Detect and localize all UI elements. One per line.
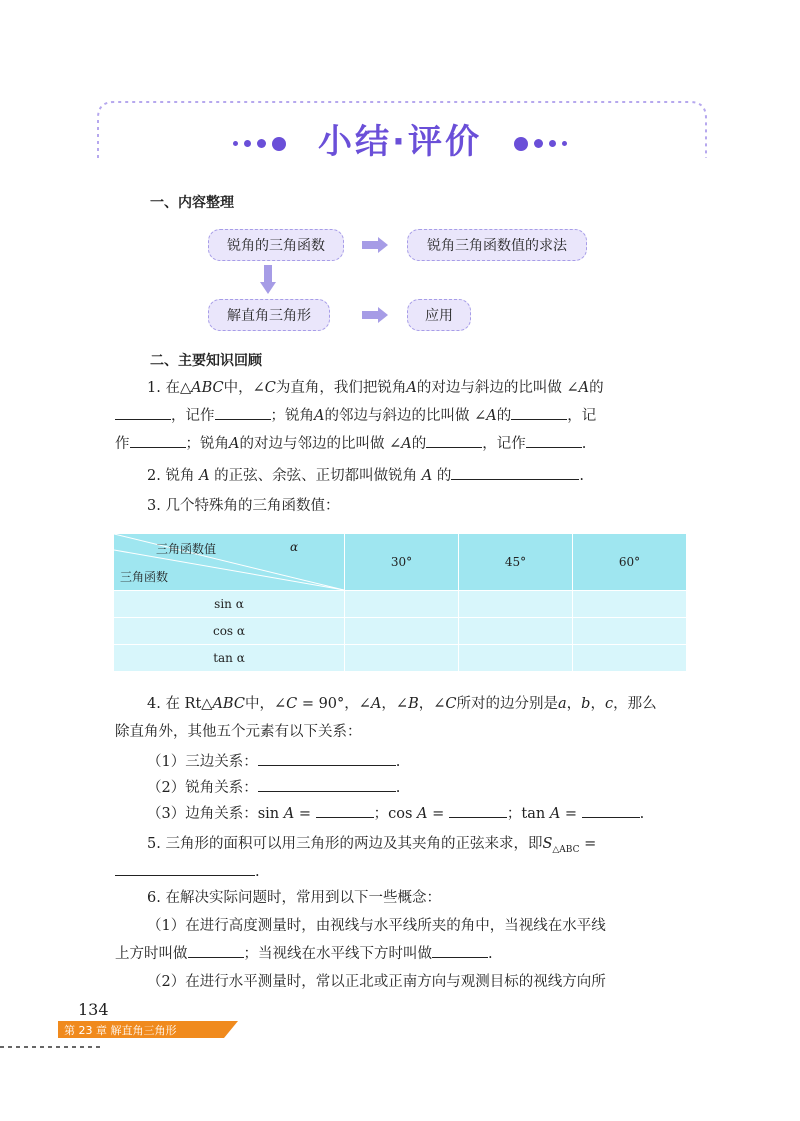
question-3: 3. 几个特殊角的三角函数值： xyxy=(147,498,340,514)
right-arrow-icon xyxy=(360,306,390,324)
decor-dots-right xyxy=(511,122,570,162)
down-arrow-icon xyxy=(259,264,277,296)
flow-box-solve-right-triangle: 解直角三角形 xyxy=(208,299,330,331)
table-row xyxy=(114,645,687,672)
table-cell[interactable] xyxy=(345,618,459,645)
table-row xyxy=(114,591,687,618)
table-cell[interactable] xyxy=(459,591,573,618)
corner-label-values: 三角函数值 xyxy=(156,542,217,556)
question-1-line2: ，记作 ；锐角A的邻边与斜边的比叫做 ∠A的 ，记 xyxy=(115,402,685,430)
table-cell[interactable] xyxy=(573,645,687,672)
question-4-sub2: （2）锐角关系： . xyxy=(147,774,685,802)
answer-blank[interactable] xyxy=(426,433,482,448)
question-6-sub1-cont: 上方时叫做 ；当视线在水平线下方时叫做 . xyxy=(115,940,685,968)
answer-blank[interactable] xyxy=(258,751,396,766)
question-4-line1: 4. 在 Rt△ABC中，∠C = 90°，∠A，∠B，∠C所对的边分别是a，b，c，那么 xyxy=(147,696,657,712)
col-header-45: 45° xyxy=(459,534,573,591)
answer-blank[interactable] xyxy=(432,943,488,958)
chapter-label: 第 23 章 解直角三角形 xyxy=(64,1024,177,1037)
question-6-sub2: （2）在进行水平测量时，常以正北或正南方向与观测目标的视线方向所 xyxy=(147,974,606,990)
page-number: 134 xyxy=(78,1000,109,1019)
table-corner-cell xyxy=(114,534,345,591)
table-cell[interactable] xyxy=(573,591,687,618)
question-4-line2: 除直角外，其他五个元素有以下关系： xyxy=(115,724,362,740)
question-2: 2. 锐角 A 的正弦、余弦、正切都叫做锐角 A 的 . xyxy=(147,462,685,490)
answer-blank[interactable] xyxy=(215,405,271,420)
question-5-line2: . xyxy=(115,858,685,886)
question-4-sub1: （1）三边关系： . xyxy=(147,748,685,776)
answer-blank[interactable] xyxy=(526,433,582,448)
special-angle-table xyxy=(113,533,687,672)
table-cell[interactable] xyxy=(345,591,459,618)
table-cell[interactable] xyxy=(459,645,573,672)
answer-blank[interactable] xyxy=(130,433,186,448)
answer-blank[interactable] xyxy=(188,943,244,958)
question-4-sub3: （3）边角关系：sin A = ；cos A = ；tan A = . xyxy=(147,800,685,828)
corner-label-alpha: α xyxy=(290,540,299,554)
answer-blank[interactable] xyxy=(115,405,171,420)
table-cell[interactable] xyxy=(345,645,459,672)
footer-dotted-line xyxy=(0,1045,100,1049)
answer-blank[interactable] xyxy=(449,803,507,818)
decor-dots-left xyxy=(230,122,304,162)
row-label-tan: tan α xyxy=(114,645,345,672)
table-cell[interactable] xyxy=(573,618,687,645)
table-row xyxy=(114,618,687,645)
question-6-line1: 6. 在解决实际问题时，常用到以下一些概念： xyxy=(147,890,441,906)
right-arrow-icon xyxy=(360,236,390,254)
table-cell[interactable] xyxy=(459,618,573,645)
answer-blank[interactable] xyxy=(115,861,255,876)
question-5-line1: 5. 三角形的面积可以用三角形的两边及其夹角的正弦来求，即$S_{\triangle ABC}$ = xyxy=(147,836,597,855)
section1-heading: 一、内容整理 xyxy=(150,195,234,211)
flow-box-application: 应用 xyxy=(407,299,471,331)
answer-blank[interactable] xyxy=(511,405,567,420)
question-6-sub1: （1）在进行高度测量时，由视线与水平线所夹的角中，当视线在水平线 xyxy=(147,918,606,934)
answer-blank[interactable] xyxy=(258,777,396,792)
flow-box-value-methods: 锐角三角函数值的求法 xyxy=(407,229,587,261)
row-label-cos: cos α xyxy=(114,618,345,645)
col-header-30: 30° xyxy=(345,534,459,591)
title-text: 小结·评价 xyxy=(318,122,482,162)
answer-blank[interactable] xyxy=(451,465,579,480)
flow-box-trig-functions: 锐角的三角函数 xyxy=(208,229,344,261)
question-1-line3: 作 ；锐角A的对边与邻边的比叫做 ∠A的 ，记作 . xyxy=(115,430,685,458)
col-header-60: 60° xyxy=(573,534,687,591)
question-1-line1: 1. 在△ABC中，∠C为直角，我们把锐角A的对边与斜边的比叫做 ∠A的 xyxy=(147,380,604,396)
answer-blank[interactable] xyxy=(316,803,374,818)
row-label-sin: sin α xyxy=(114,591,345,618)
answer-blank[interactable] xyxy=(582,803,640,818)
section2-heading: 二、主要知识回顾 xyxy=(150,353,262,369)
section-title xyxy=(0,114,800,163)
corner-label-functions: 三角函数 xyxy=(120,570,169,584)
